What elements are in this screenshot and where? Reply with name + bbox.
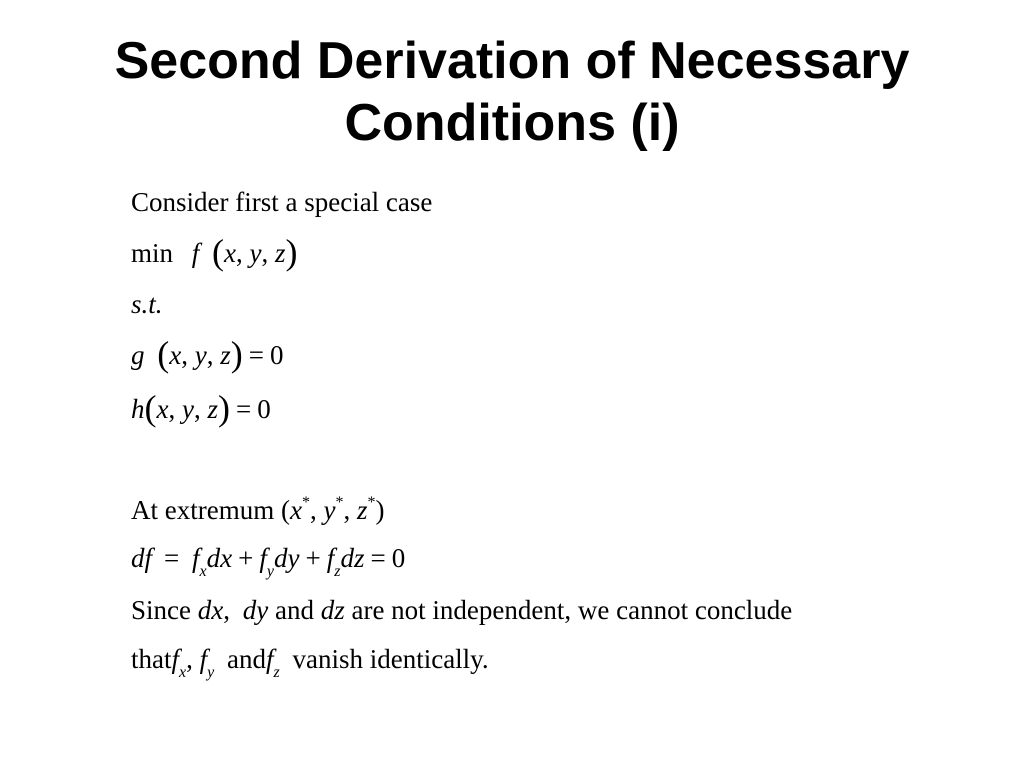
that-word: that — [131, 644, 172, 674]
f-symbol: f — [265, 644, 274, 674]
equals-sign: = — [235, 394, 252, 424]
g-symbol: g — [131, 340, 145, 370]
left-paren: ( — [212, 232, 225, 272]
f-symbol: f — [199, 644, 208, 674]
f-symbol: f — [192, 543, 200, 573]
x-symbol: x — [156, 394, 169, 424]
dx-symbol: dx — [197, 595, 224, 625]
equals-sign: = — [248, 340, 264, 370]
z-subscript: z — [273, 664, 280, 681]
x-symbol: x — [224, 238, 237, 268]
x-symbol: x — [169, 340, 182, 370]
title-line-2: Conditions (i) — [344, 94, 680, 152]
slide-title — [0, 30, 1024, 154]
comma: , — [206, 340, 214, 370]
and-word: and — [227, 644, 266, 674]
f-symbol: f — [259, 543, 267, 573]
comma: , — [181, 340, 188, 370]
plus-sign: + — [238, 543, 254, 573]
constraint-h — [131, 388, 271, 428]
f-symbol: f — [191, 238, 200, 268]
comma: , — [261, 238, 269, 268]
not-independent-text: are not independent, we cannot conclude — [351, 595, 793, 625]
zero: 0 — [257, 394, 271, 424]
z-symbol: z — [356, 495, 368, 525]
z-symbol: z — [207, 394, 218, 424]
y-symbol: y — [181, 394, 194, 424]
zero: 0 — [391, 543, 406, 573]
subject-to-label: s.t. — [131, 289, 163, 319]
constraint-g — [131, 334, 284, 374]
dy-symbol: dy — [242, 595, 269, 625]
comma: , — [309, 495, 317, 525]
conclusion-line — [131, 643, 489, 680]
h-symbol: h — [131, 394, 145, 424]
comma: , — [343, 495, 351, 525]
comma: , — [236, 238, 243, 268]
f-symbol: f — [326, 543, 335, 573]
star-superscript: * — [335, 494, 344, 511]
total-differential — [131, 542, 405, 579]
equals-sign: = — [370, 543, 386, 573]
dz-symbol: dz — [340, 543, 365, 573]
right-paren: ) — [285, 232, 298, 272]
dy-symbol: dy — [273, 543, 300, 573]
y-symbol: y — [323, 495, 336, 525]
right-paren: ) — [230, 334, 243, 374]
z-symbol: z — [275, 238, 286, 268]
vanish-text: vanish identically. — [292, 644, 489, 674]
comma: , — [193, 394, 201, 424]
z-subscript: z — [334, 563, 341, 580]
left-paren: ( — [144, 388, 157, 428]
extremum-text: At extremum — [131, 495, 275, 525]
equals-sign: = — [164, 543, 180, 573]
dx-symbol: dx — [206, 543, 233, 573]
intro-text: Consider first a special case — [131, 187, 433, 217]
comma: , — [186, 644, 193, 674]
title-line-1: Second Derivation of Necessary — [114, 32, 910, 90]
since-word: Since — [131, 595, 191, 625]
since-line — [131, 594, 792, 626]
x-subscript: x — [199, 563, 207, 580]
min-word: min — [131, 238, 174, 268]
objective-line — [131, 232, 298, 272]
star-superscript: * — [301, 494, 310, 511]
right-paren: ) — [217, 388, 230, 428]
comma: , — [168, 394, 176, 424]
zero: 0 — [269, 340, 284, 370]
dz-symbol: dz — [320, 595, 345, 625]
x-subscript: x — [179, 664, 187, 681]
star-superscript: * — [367, 494, 376, 511]
x-symbol: x — [289, 495, 302, 525]
comma: , — [223, 595, 230, 625]
left-paren: ( — [157, 334, 170, 374]
y-subscript: y — [266, 563, 274, 580]
y-subscript: y — [207, 664, 215, 681]
plus-sign: + — [305, 543, 321, 573]
df-symbol: df — [131, 543, 153, 573]
and-word: and — [274, 595, 314, 625]
extremum-line — [131, 494, 384, 531]
y-symbol: y — [249, 238, 262, 268]
z-symbol: z — [220, 340, 231, 370]
left-paren: ( — [280, 495, 290, 525]
f-symbol: f — [171, 644, 180, 674]
right-paren: ) — [375, 495, 385, 525]
y-symbol: y — [194, 340, 207, 370]
